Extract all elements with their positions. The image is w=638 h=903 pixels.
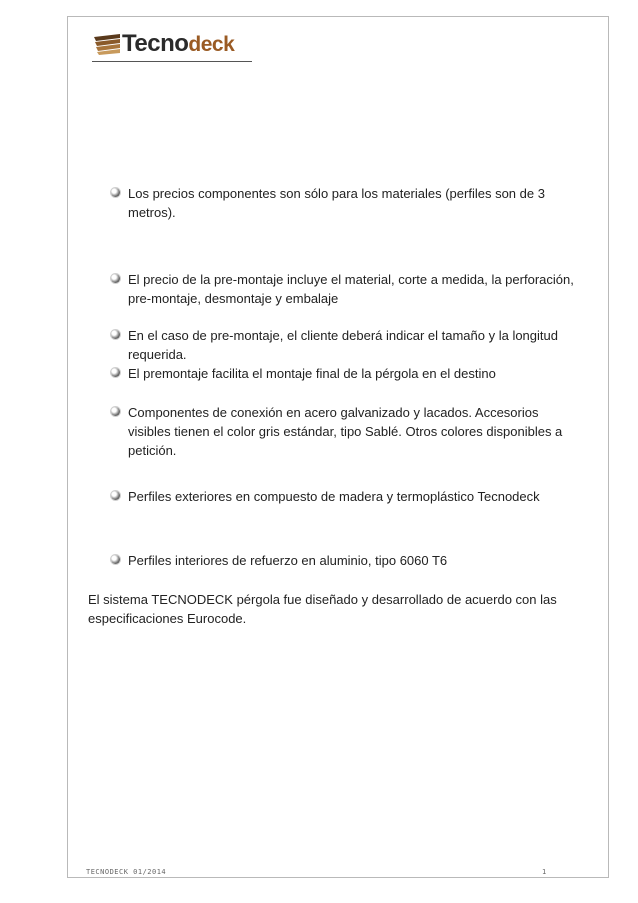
- logo-wordmark: [122, 30, 234, 59]
- eurocode-paragraph: El sistema TECNODECK pérgola fue diseñado y desarrollado de acuerdo con las especificaciones Eurocode.: [88, 592, 557, 626]
- bullet-icon: [111, 188, 120, 197]
- bullet-item-premount-size: [111, 326, 581, 364]
- bullet-item-prices: [111, 184, 581, 222]
- header-rule: [92, 61, 252, 62]
- bullet-text: Los precios componentes son sólo para los materiales (perfiles son de 3 metros).: [128, 186, 545, 220]
- bullet-icon: [111, 274, 120, 283]
- bullet-text: Perfiles exteriores en compuesto de madera y termoplástico Tecnodeck: [128, 489, 540, 504]
- bullet-item-premount-assembly: [111, 364, 581, 383]
- bullet-text: En el caso de pre-montaje, el cliente deberá indicar el tamaño y la longitud requerida.: [128, 328, 558, 362]
- logo-deck: deck: [188, 33, 235, 56]
- deck-planks-icon: [92, 33, 122, 55]
- bullet-text: Perfiles interiores de refuerzo en aluminio, tipo 6060 T6: [128, 553, 448, 568]
- footer-page-number: 1: [542, 868, 547, 876]
- bullet-item-interior-profiles: [111, 551, 581, 570]
- bullet-item-connection-components: [111, 403, 581, 460]
- bullet-text: Componentes de conexión en acero galvanizado y lacados. Accesorios visibles tienen el color gris estándar, tipo Sablé. Otros colores disponibles a petición.: [128, 405, 563, 458]
- bullet-icon: [111, 555, 120, 564]
- tecnodeck-logo: [92, 30, 252, 62]
- logo-tecno: Tecno: [122, 30, 189, 57]
- bullet-text: El precio de la pre-montaje incluye el material, corte a medida, la perforación, pre-montaje, desmontaje y embalaje: [128, 272, 574, 306]
- bullet-icon: [111, 491, 120, 500]
- bullet-item-premount-price: [111, 270, 581, 308]
- bullet-icon: [111, 330, 120, 339]
- bullet-icon: [111, 368, 120, 377]
- footer-document-id: TECNODECK 01/2014: [86, 868, 167, 876]
- bullet-item-exterior-profiles: [111, 487, 581, 506]
- bullet-text: El premontaje facilita el montaje final de la pérgola en el destino: [128, 366, 496, 381]
- bullet-icon: [111, 407, 120, 416]
